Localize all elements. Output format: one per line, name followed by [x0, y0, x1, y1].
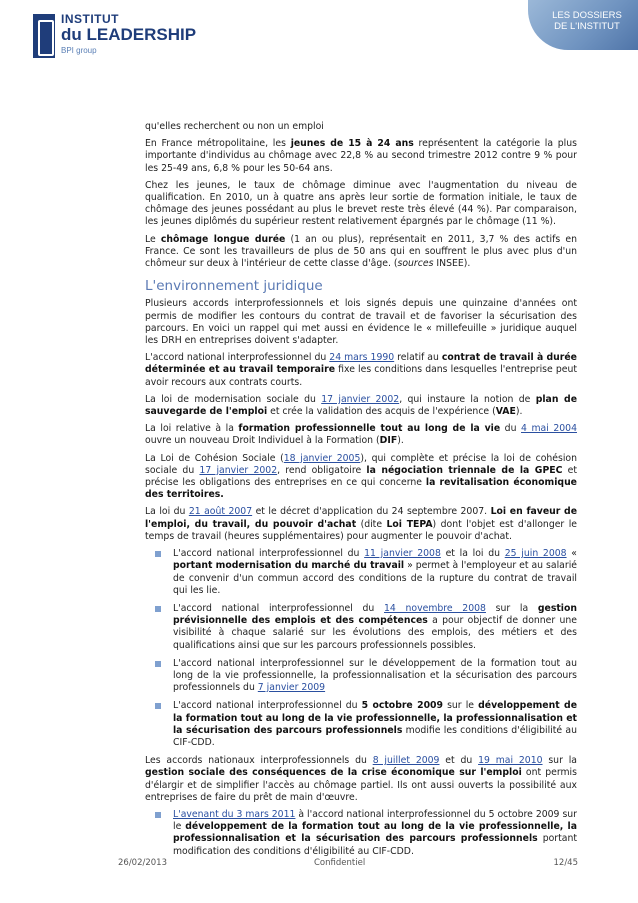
- bold-text: 5 octobre 2009: [361, 700, 443, 712]
- text: qu'elles recherchent ou non un emploi: [145, 121, 324, 132]
- text: et le décret d'application du 24 septembre 2007.: [252, 506, 491, 518]
- text: La loi du: [145, 506, 189, 518]
- paragraph: [145, 180, 577, 229]
- text: » permet à l'employeur et au salarié de convenir d'un commun accord des conditions de la rupture du contrat de travail qui les lie.: [173, 560, 577, 596]
- text: (1 an ou plus), représentait en 2011, 3,7 % des actifs en France. Ce sont les travailleurs de plus de 50 ans qui en souffrent le plus avec plus d'un chômeur sur deux à l'intérieur de cette classe d'âge. (: [145, 233, 577, 270]
- text: ).: [515, 406, 523, 418]
- paragraph: [145, 394, 577, 418]
- list-item: [145, 548, 577, 597]
- text: sur la: [542, 755, 577, 767]
- date-link[interactable]: 8 juillet 2009: [372, 755, 440, 767]
- bold-text: développement de la formation tout au long de la vie professionnelle, la professionnalisation et la sécurisation des parcours professionnels: [173, 700, 578, 736]
- bold-text: contrat de travail à durée déterminée et au travail temporaire: [145, 352, 577, 376]
- footer-confidential: Confidentiel: [314, 858, 366, 868]
- bold-text: la revitalisation économique des territoires.: [145, 477, 577, 501]
- bold-text: formation professionnelle tout au long de la vie: [238, 423, 501, 435]
- text: ) dont l'objet est d'allonger le temps de travail (heures supplémentaires) pour augmenter le pouvoir d'achat.: [145, 518, 577, 542]
- paragraph: [145, 121, 577, 133]
- paragraph: [145, 298, 577, 347]
- bold-text: gestion prévisionnelle des emplois et des compétences: [173, 602, 577, 627]
- date-link[interactable]: 18 janvier 2005: [283, 452, 361, 464]
- text: a pour objectif de donner une visibilité à chaque salarié sur les évolutions des emplois, des métiers et des qualifications ainsi que sur les parcours professionnels possibles.: [173, 615, 577, 651]
- bold-text: plan de sauvegarde de l'emploi: [145, 393, 578, 418]
- date-link[interactable]: 4 mai 2004: [521, 423, 577, 435]
- text: La loi de modernisation sociale du: [145, 393, 322, 405]
- date-link[interactable]: 17 janvier 2002: [321, 393, 400, 405]
- bold-text: Loi TEPA: [386, 518, 433, 530]
- section-heading: L'environnement juridique: [145, 278, 323, 295]
- logo-mark-icon: [33, 14, 55, 58]
- bold-text: gestion sociale des conséquences de la crise économique sur l'emploi: [145, 767, 522, 779]
- corner-line1: LES DOSSIERS: [552, 10, 622, 21]
- text: La loi relative à la: [145, 423, 239, 435]
- text: et crée la validation des acquis de l'expérience (: [267, 406, 496, 418]
- date-link[interactable]: 14 novembre 2008: [384, 602, 486, 614]
- text: ), qui complète et précise la loi de cohésion sociale du: [145, 452, 577, 476]
- logo-line3: BPI group: [61, 46, 97, 55]
- text: ouvre un nouveau Droit Individuel à la Formation (: [145, 435, 380, 447]
- text: Plusieurs accords interprofessionnels et lois signés depuis une quinzaine d'années ont permis de modifier les contours du contrat de travail et de favoriser la sécurisation des parcours. En voici un rappel qui met aussi en évidence le « millefeuille » juridique auquel les DRH en entreprises doivent s'adapter.: [145, 298, 577, 347]
- text: INSEE).: [433, 258, 471, 270]
- text: ).: [397, 435, 404, 447]
- text: relatif au: [394, 352, 442, 364]
- date-link[interactable]: 17 janvier 2002: [199, 464, 278, 476]
- text: à l'accord national interprofessionnel du 5 octobre 2009 sur le: [173, 808, 577, 833]
- text: L'accord national interprofessionnel sur le développement de la formation tout au long de la vie professionnelle, la professionnalisation et la sécurisation des parcours professionnels du: [173, 657, 577, 694]
- text: et précise les obligations des entreprises en ce qui concerne: [145, 464, 578, 489]
- text: L'accord national interprofessionnel du: [173, 602, 385, 614]
- date-link[interactable]: 11 janvier 2008: [364, 548, 441, 560]
- bold-text: développement de la formation tout au long de la vie professionnelle, la professionnalisation et la sécurisation des parcours professionnels: [173, 821, 577, 845]
- footer-page-number: 12/45: [553, 858, 578, 868]
- text: ont permis d'élargir et de simplifier l'accès au chômage partiel. Ils ont aussi ouverts la possibilité aux entreprises de faire du prêt de main d'œuvre.: [145, 767, 577, 803]
- paragraph: [145, 352, 577, 389]
- bold-text: Loi en faveur de l'emploi, du travail, du pouvoir d'achat: [145, 506, 578, 530]
- paragraph: [145, 453, 577, 502]
- text: et du: [439, 755, 479, 767]
- paragraph: [145, 234, 577, 271]
- corner-banner-text: [548, 10, 626, 32]
- bold-text: jeunes de 15 à 24 ans: [290, 138, 414, 150]
- text: Les accords nationaux interprofessionnels du: [145, 755, 373, 767]
- text: «: [566, 548, 577, 560]
- dossiers-corner-banner: [528, 0, 638, 50]
- logo-line2: du LEADERSHIP: [61, 25, 197, 44]
- text: La Loi de Cohésion Sociale (: [145, 452, 284, 464]
- text: L'accord national interprofessionnel du: [173, 700, 362, 712]
- text: modifie les conditions d'éligibilité au CIF-CDD.: [173, 724, 577, 748]
- page-body: [145, 121, 577, 864]
- list-item: [145, 809, 577, 858]
- text: (dite: [356, 518, 387, 530]
- text: Le: [145, 233, 161, 245]
- date-link[interactable]: L'avenant du 3 mars 2011: [173, 808, 296, 820]
- text: En France métropolitaine, les: [145, 138, 291, 150]
- date-link[interactable]: 25 juin 2008: [504, 548, 567, 560]
- text: et la loi du: [440, 548, 505, 560]
- bullet-list: [145, 548, 577, 749]
- text: Chez les jeunes, le taux de chômage diminue avec l'augmentation du niveau de qualification. En 2010, un à quatre ans après leur sortie de formation initiale, le taux de chômage des jeunes possédant au plus le brevet reste très élevé (44 %). Par comparaison, les jeunes diplômés du supérieur restent relativement épargnés par le chômage (11 %).: [145, 179, 577, 228]
- list-item: [145, 700, 577, 749]
- bold-text: portant modernisation du marché du travail: [173, 560, 405, 572]
- paragraph: [145, 138, 577, 175]
- text: sur la: [485, 602, 538, 614]
- text: portant modification des conditions d'éligibilité au CIF-CDD.: [173, 833, 577, 857]
- text: sur le: [442, 700, 479, 712]
- bold-text: DIF: [379, 435, 398, 447]
- date-link[interactable]: 19 mai 2010: [478, 755, 543, 767]
- paragraph: [145, 423, 577, 447]
- text: L'accord national interprofessionnel du: [145, 352, 330, 364]
- paragraph: [145, 506, 577, 543]
- date-link[interactable]: 24 mars 1990: [329, 352, 395, 364]
- logo-line1: INSTITUT: [61, 12, 119, 26]
- bullet-list: [145, 809, 577, 858]
- text: L'accord national interprofessionnel du: [173, 548, 365, 560]
- footer-date: 26/02/2013: [118, 858, 167, 868]
- date-link[interactable]: 7 janvier 2009: [257, 682, 326, 694]
- bold-text: chômage longue durée: [160, 233, 286, 245]
- date-link[interactable]: 21 août 2007: [188, 506, 253, 518]
- paragraph: [145, 755, 577, 804]
- text: , rend obligatoire: [277, 464, 367, 476]
- corner-line2: DE L'INSTITUT: [554, 21, 620, 32]
- institut-leadership-logo: [33, 12, 197, 60]
- text: représentent la catégorie la plus importante d'individus au chômage avec 22,8 % au second trimestre 2012 contre 9 % pour les 25-49 ans, 6,8 % pour les 50-64 ans.: [145, 138, 577, 174]
- bold-text: VAE: [495, 406, 516, 418]
- bold-text: la négociation triennale de la GPEC: [366, 464, 563, 476]
- text: fixe les conditions dans lesquelles l'entreprise peut avoir recours aux contrats courts.: [145, 364, 577, 388]
- italic-text: sources: [397, 258, 434, 270]
- text: du: [500, 423, 522, 435]
- list-item: [145, 658, 577, 695]
- list-item: [145, 603, 577, 652]
- text: , qui instaure la notion de: [399, 393, 536, 405]
